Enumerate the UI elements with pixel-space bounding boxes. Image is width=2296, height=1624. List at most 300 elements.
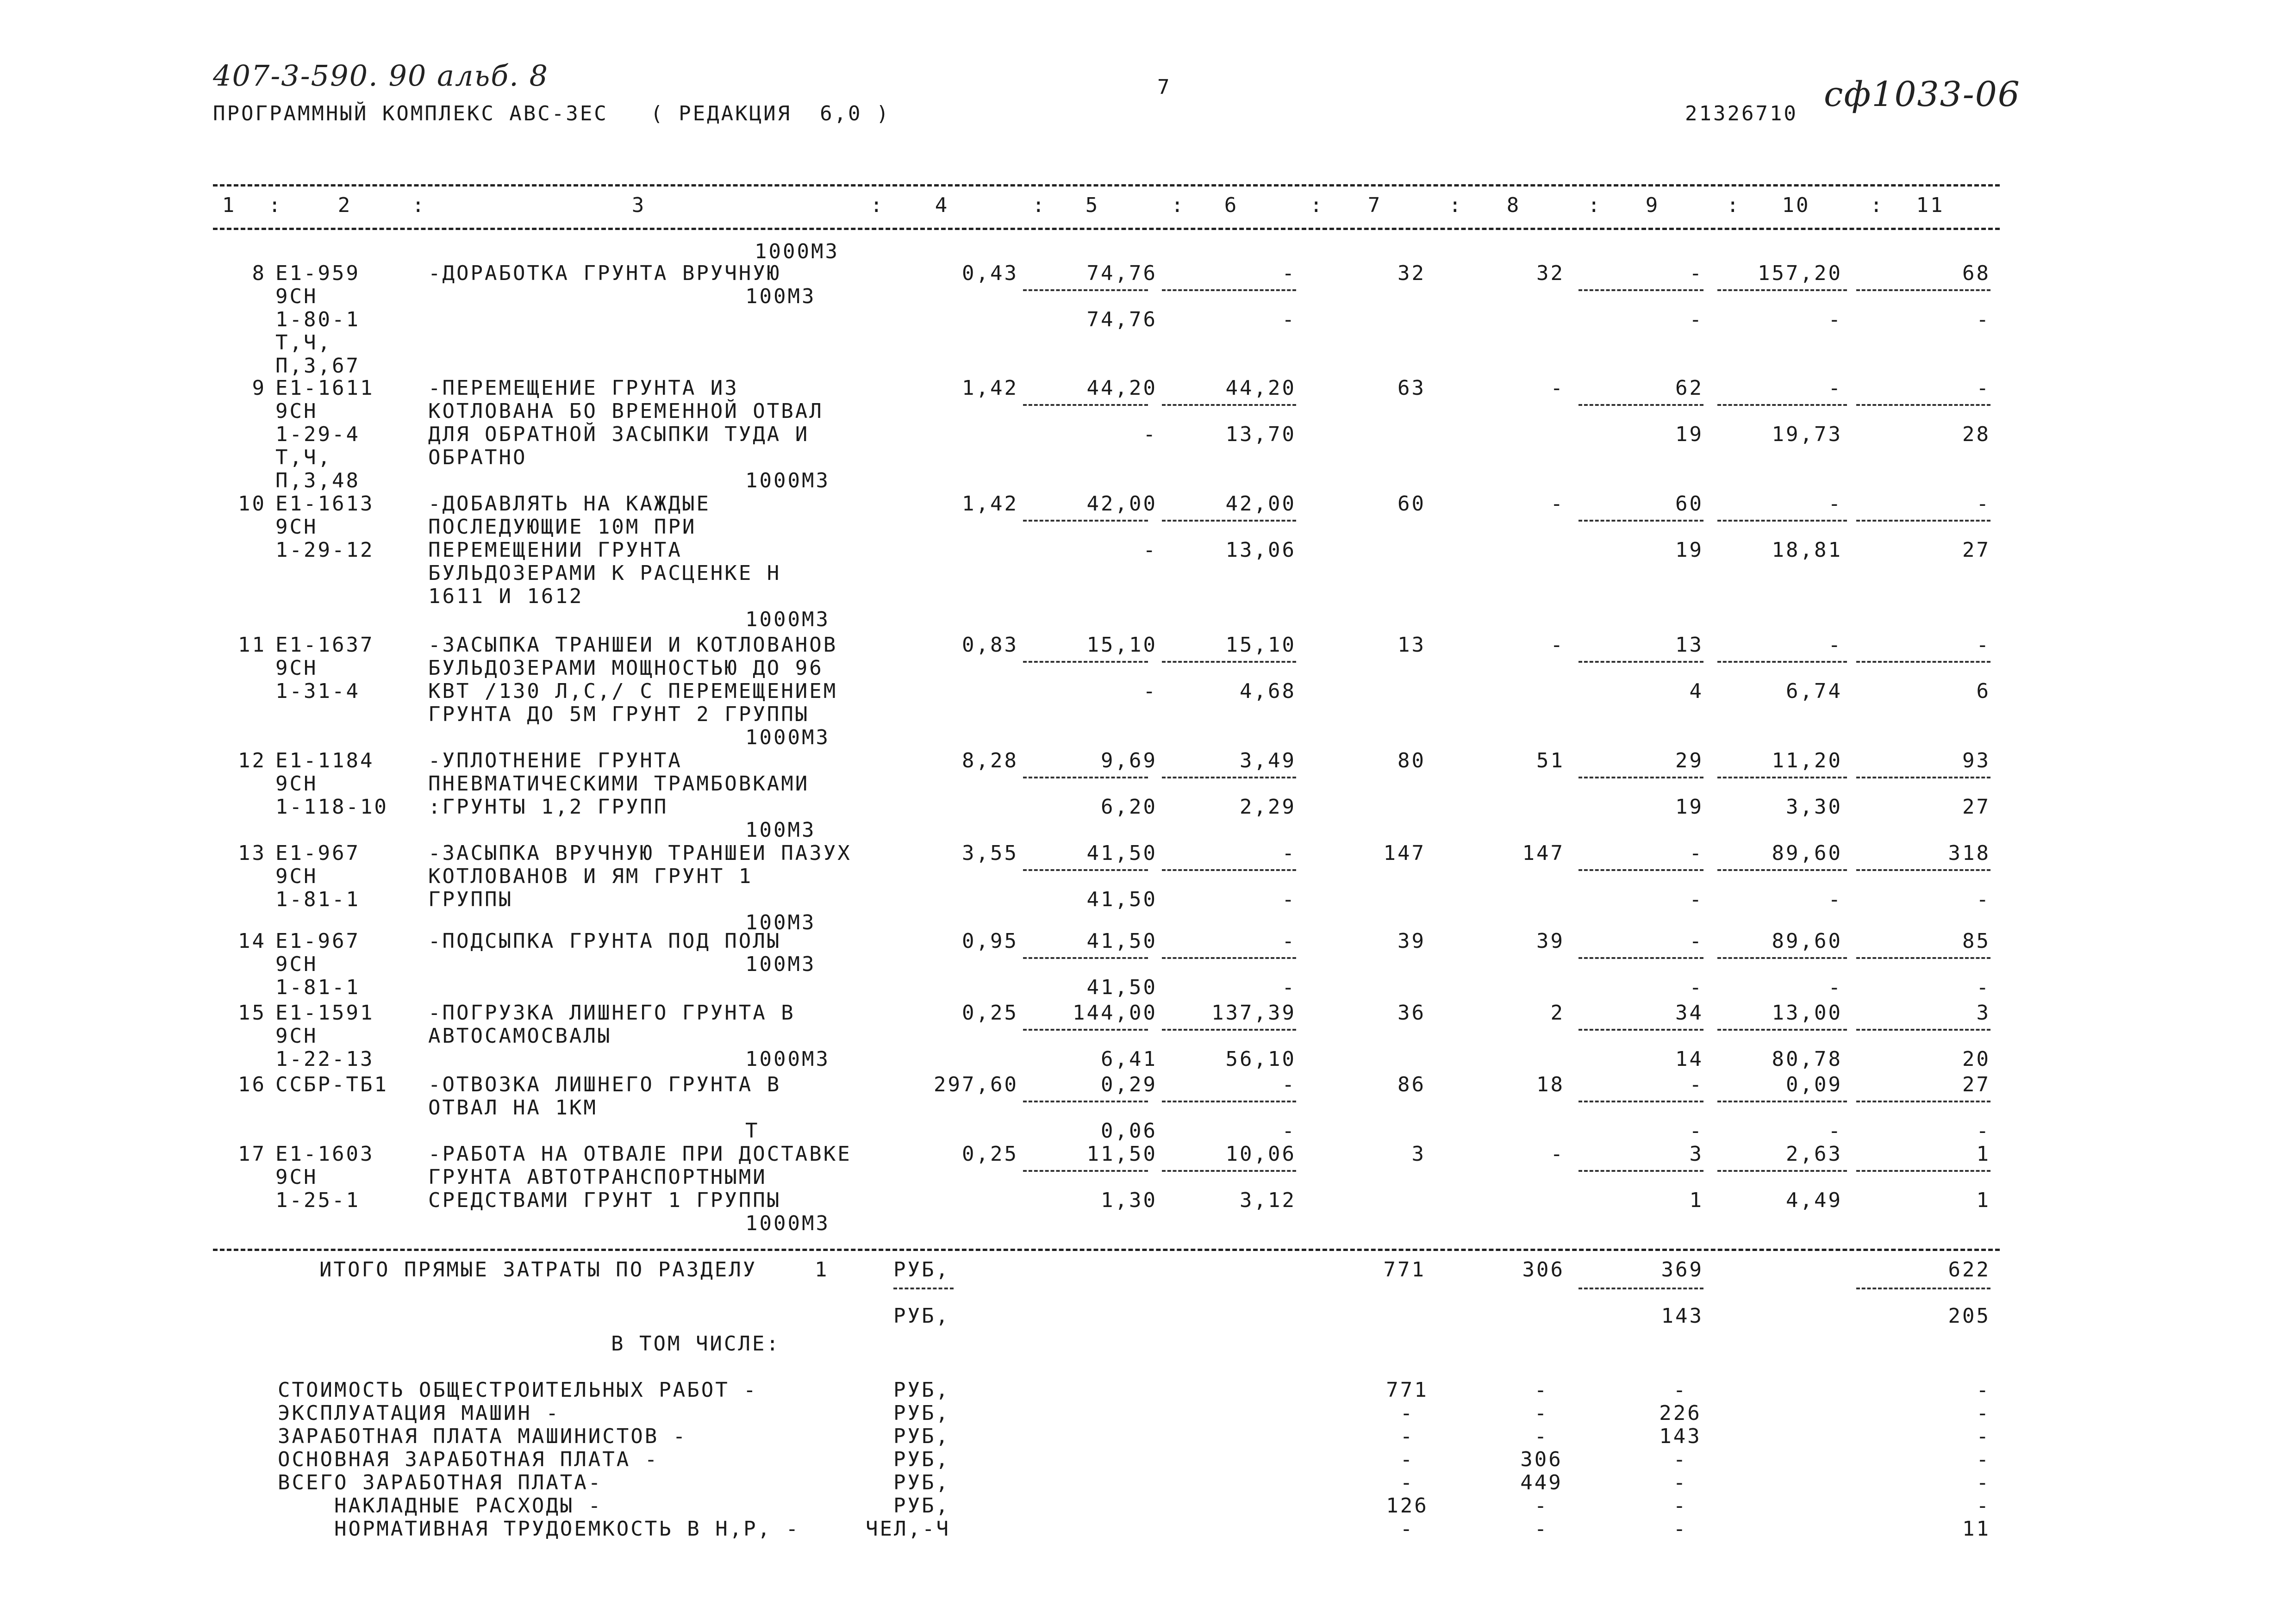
breakdown-col11: - — [1976, 1401, 1990, 1425]
breakdown-col9: - — [1673, 1494, 1688, 1518]
breakdown-col7: 771 — [1386, 1378, 1429, 1402]
breakdown-col8: 306 — [1520, 1448, 1563, 1471]
row-code: ССБР-ТБ1 — [275, 1073, 388, 1096]
row-description: 1611 И 1612 — [428, 585, 584, 608]
breakdown-unit: РУБ, — [893, 1494, 950, 1518]
column-header-2: 2 — [337, 193, 352, 217]
row-col7: 80 — [1398, 749, 1426, 772]
row-unit: 1000М3 — [745, 726, 830, 749]
row-col10-bottom: - — [1828, 308, 1842, 331]
row-col10-bottom: 3,30 — [1786, 795, 1842, 819]
row-col5-bottom: 1,30 — [1101, 1188, 1157, 1212]
row-col11-top: 68 — [1962, 261, 1990, 285]
row-col9-divider — [1578, 1101, 1703, 1102]
row-col5-divider — [1023, 957, 1148, 959]
breakdown-unit: РУБ, — [893, 1425, 950, 1448]
total-col9-bottom: 143 — [1661, 1304, 1703, 1328]
row-description: ГРУНТА АВТОТРАНСПОРТНЫМИ — [428, 1165, 767, 1189]
row-col10-top: - — [1828, 376, 1842, 400]
row-col5-bottom: - — [1143, 538, 1157, 562]
row-code: 9СН — [275, 865, 318, 888]
row-col6-divider — [1162, 869, 1296, 871]
row-col11-bottom: 27 — [1962, 538, 1990, 562]
column-separator: : — [268, 193, 281, 217]
row-number: 15 — [238, 1001, 266, 1025]
row-col11-divider — [1856, 404, 1990, 406]
row-number: 14 — [238, 929, 266, 953]
column-separator: : — [1171, 193, 1184, 217]
row-col10-bottom: 6,74 — [1786, 679, 1842, 703]
column-header-8: 8 — [1506, 193, 1521, 217]
row-col11-top: 85 — [1962, 929, 1990, 953]
row-col10-bottom: - — [1828, 1119, 1842, 1143]
row-description: -ПЕРЕМЕЩЕНИЕ ГРУНТА ИЗ — [428, 376, 739, 400]
row-description: КОТЛОВАНА БО ВРЕМЕННОЙ ОТВАЛ — [428, 399, 824, 423]
row-col8: - — [1550, 376, 1565, 400]
breakdown-col7: - — [1400, 1448, 1415, 1471]
row-col5-top: 44,20 — [1086, 376, 1157, 400]
row-col6-divider — [1162, 404, 1296, 406]
row-code: 1-80-1 — [275, 308, 360, 331]
row-unit: 100М3 — [745, 952, 816, 976]
row-col9-divider — [1578, 957, 1703, 959]
row-col11-bottom: 28 — [1962, 423, 1990, 446]
total-col9: 369 — [1661, 1258, 1703, 1282]
row-col6-top: 3,49 — [1240, 749, 1296, 772]
row-col7: 86 — [1398, 1073, 1426, 1096]
row-col5-bottom: - — [1143, 679, 1157, 703]
row-col10-bottom: 18,81 — [1772, 538, 1842, 562]
row-description: БУЛЬДОЗЕРАМИ К РАСЦЕНКЕ Н — [428, 561, 781, 585]
breakdown-col11: - — [1976, 1494, 1990, 1518]
row-col11-divider — [1856, 869, 1990, 871]
row-col10-top: 2,63 — [1786, 1142, 1842, 1166]
row-col11-bottom: 6 — [1976, 679, 1990, 703]
row-col5-divider — [1023, 661, 1148, 663]
row-col7: 32 — [1398, 261, 1426, 285]
row-col6-top: 42,00 — [1225, 492, 1296, 516]
row-col11-bottom: 27 — [1962, 795, 1990, 819]
row-col11-divider — [1856, 1101, 1990, 1102]
row-col9-bottom: - — [1689, 888, 1703, 911]
breakdown-col9: 143 — [1659, 1425, 1702, 1448]
row-col10-top: 89,60 — [1772, 929, 1842, 953]
column-header-6: 6 — [1224, 193, 1239, 217]
row-code: 1-81-1 — [275, 976, 360, 999]
row-code: 9СН — [275, 1165, 318, 1189]
row-description: КОТЛОВАНОВ И ЯМ ГРУНТ 1 — [428, 865, 753, 888]
breakdown-col7: 126 — [1386, 1494, 1429, 1518]
row-col6-bottom: - — [1282, 308, 1296, 331]
row-description: СРЕДСТВАМИ ГРУНТ 1 ГРУППЫ — [428, 1188, 781, 1212]
row-col5-bottom: - — [1143, 423, 1157, 446]
row-col6-top: 15,10 — [1225, 633, 1296, 657]
row-col6-bottom: 3,12 — [1240, 1188, 1296, 1212]
row-col5-divider — [1023, 1101, 1148, 1102]
row-col8: 18 — [1536, 1073, 1565, 1096]
row-col11-bottom: - — [1976, 1119, 1990, 1143]
row-unit: 1000М3 — [745, 608, 830, 631]
row-col6-divider — [1162, 957, 1296, 959]
breakdown-col8: - — [1534, 1425, 1549, 1448]
column-header-3: 3 — [631, 193, 646, 217]
row-col9-divider — [1578, 289, 1703, 291]
row-col8: - — [1550, 633, 1565, 657]
breakdown-label: ЗАРАБОТНАЯ ПЛАТА МАШИНИСТОВ - — [278, 1425, 687, 1448]
total-unit: РУБ, — [893, 1258, 950, 1282]
row-code: 9СН — [275, 399, 318, 423]
breakdown-col9: - — [1673, 1471, 1688, 1494]
total-col9-divider — [1578, 1288, 1703, 1289]
column-header-11: 11 — [1916, 193, 1945, 217]
row-number: 11 — [238, 633, 266, 657]
breakdown-col7: - — [1400, 1401, 1415, 1425]
breakdown-col11: - — [1976, 1425, 1990, 1448]
breakdown-unit: РУБ, — [893, 1448, 950, 1471]
row-col4-quantity: 1,42 — [962, 376, 1018, 400]
row-description: -ДОБАВЛЯТЬ НА КАЖДЫЕ — [428, 492, 711, 516]
row-col10-divider — [1717, 520, 1847, 522]
breakdown-col9: - — [1673, 1517, 1688, 1541]
total-col11-divider — [1856, 1288, 1990, 1289]
column-header-9: 9 — [1645, 193, 1660, 217]
row-col9-top: - — [1689, 841, 1703, 865]
breakdown-col8: - — [1534, 1401, 1549, 1425]
row-code: 1-118-10 — [275, 795, 388, 819]
row-col10-bottom: 4,49 — [1786, 1188, 1842, 1212]
row-col10-divider — [1717, 1029, 1847, 1031]
row-unit: 100М3 — [745, 285, 816, 308]
row-number: 10 — [238, 492, 266, 516]
row-col11-top: 3 — [1976, 1001, 1990, 1025]
row-col9-bottom: 19 — [1675, 423, 1703, 446]
row-col5-bottom: 41,50 — [1086, 976, 1157, 999]
row-col4-quantity: 0,83 — [962, 633, 1018, 657]
breakdown-label: СТОИМОСТЬ ОБЩЕСТРОИТЕЛЬНЫХ РАБОТ - — [278, 1378, 758, 1402]
column-separator: : — [1449, 193, 1461, 217]
row-col6-bottom: - — [1282, 888, 1296, 911]
row-col5-bottom: 6,20 — [1101, 795, 1157, 819]
row-unit: 100М3 — [745, 818, 816, 842]
total-col8: 306 — [1522, 1258, 1565, 1282]
row-col10-top: - — [1828, 492, 1842, 516]
breakdown-label: НОРМАТИВНАЯ ТРУДОЕМКОСТЬ В Н,Р, - — [278, 1517, 800, 1541]
row-number: 16 — [238, 1073, 266, 1096]
row-col6-bottom: 13,70 — [1225, 423, 1296, 446]
row-col5-top: 15,10 — [1086, 633, 1157, 657]
row-col6-top: - — [1282, 261, 1296, 285]
row-description: -ОТВОЗКА ЛИШНЕГО ГРУНТА В — [428, 1073, 781, 1096]
row-col6-top: 137,39 — [1211, 1001, 1296, 1025]
row-code: 9СН — [275, 772, 318, 796]
row-col5-top: 0,29 — [1101, 1073, 1157, 1096]
breakdown-col9: 226 — [1659, 1401, 1702, 1425]
document-code: 21326710 — [1685, 102, 1798, 125]
handwritten-stamp: сф1033-06 — [1824, 75, 2021, 114]
row-col9-bottom: 19 — [1675, 538, 1703, 562]
column-separator: : — [1870, 193, 1883, 217]
row-col9-top: 62 — [1675, 376, 1703, 400]
header-top-rule — [213, 184, 2000, 187]
row-description: ГРУНТА ДО 5М ГРУНТ 2 ГРУППЫ — [428, 703, 810, 726]
column-separator: : — [1727, 193, 1739, 217]
row-code: 1-81-1 — [275, 888, 360, 911]
row-col5-top: 41,50 — [1086, 841, 1157, 865]
row-code: 1-25-1 — [275, 1188, 360, 1212]
row-code: 1-29-4 — [275, 423, 360, 446]
album-reference: 407-3-590. 90 альб. 8 — [213, 59, 549, 93]
row-code: Е1-1637 — [275, 633, 374, 657]
row-unit-above: 1000М3 — [755, 240, 839, 263]
row-col11-top: - — [1976, 376, 1990, 400]
row-col11-top: - — [1976, 633, 1990, 657]
breakdown-label: НАКЛАДНЫЕ РАСХОДЫ - — [278, 1494, 603, 1518]
row-col9-top: - — [1689, 261, 1703, 285]
row-col6-top: 44,20 — [1225, 376, 1296, 400]
row-unit: 1000М3 — [745, 1212, 830, 1235]
breakdown-col8: - — [1534, 1494, 1549, 1518]
column-header-10: 10 — [1782, 193, 1810, 217]
breakdown-unit: РУБ, — [893, 1471, 950, 1494]
row-description: -ДОРАБОТКА ГРУНТА ВРУЧНУЮ — [428, 261, 781, 285]
breakdown-col11: - — [1976, 1471, 1990, 1494]
row-description: АВТОСАМОСВАЛЫ — [428, 1024, 612, 1048]
row-col6-divider — [1162, 1101, 1296, 1102]
row-col4-quantity: 0,95 — [962, 929, 1018, 953]
row-col10-divider — [1717, 869, 1847, 871]
row-code: Е1-967 — [275, 841, 360, 865]
column-separator: : — [1310, 193, 1323, 217]
row-col11-divider — [1856, 1029, 1990, 1031]
row-col5-top: 144,00 — [1073, 1001, 1157, 1025]
row-col10-bottom: - — [1828, 976, 1842, 999]
row-col6-top: - — [1282, 841, 1296, 865]
row-col11-top: 27 — [1962, 1073, 1990, 1096]
row-col8: 51 — [1536, 749, 1565, 772]
row-col5-divider — [1023, 869, 1148, 871]
row-col8: 2 — [1550, 1001, 1565, 1025]
row-col7: 63 — [1398, 376, 1426, 400]
row-code: Е1-1613 — [275, 492, 374, 516]
row-col10-divider — [1717, 661, 1847, 663]
row-code: П,3,67 — [275, 354, 360, 378]
row-col11-top: 1 — [1976, 1142, 1990, 1166]
row-description: -ПОГРУЗКА ЛИШНЕГО ГРУНТА В — [428, 1001, 795, 1025]
row-code: Е1-1611 — [275, 376, 374, 400]
row-col4-quantity: 0,25 — [962, 1142, 1018, 1166]
row-col9-divider — [1578, 869, 1703, 871]
total-col11: 622 — [1948, 1258, 1990, 1282]
page-number: 7 — [1157, 75, 1172, 99]
row-unit: Т — [745, 1119, 760, 1143]
row-col7: 39 — [1398, 929, 1426, 953]
row-number: 9 — [252, 376, 266, 400]
row-col10-top: 89,60 — [1772, 841, 1842, 865]
row-col8: - — [1550, 1142, 1565, 1166]
row-col10-top: 13,00 — [1772, 1001, 1842, 1025]
row-col11-top: 318 — [1948, 841, 1990, 865]
row-col8: 32 — [1536, 261, 1565, 285]
total-unit-2: РУБ, — [893, 1304, 950, 1328]
row-description: ПОСЛЕДУЮЩИЕ 10М ПРИ — [428, 515, 697, 539]
row-col10-divider — [1717, 1101, 1847, 1102]
row-col9-bottom: 4 — [1689, 679, 1703, 703]
row-col10-top: 157,20 — [1758, 261, 1842, 285]
row-col4-quantity: 1,42 — [962, 492, 1018, 516]
row-number: 8 — [252, 261, 266, 285]
breakdown-col7: - — [1400, 1517, 1415, 1541]
row-description: -ЗАСЫПКА ВРУЧНУЮ ТРАНШЕИ ПАЗУХ — [428, 841, 852, 865]
row-col9-divider — [1578, 520, 1703, 522]
breakdown-label: ЭКСПЛУАТАЦИЯ МАШИН - — [278, 1401, 560, 1425]
row-col5-bottom: 41,50 — [1086, 888, 1157, 911]
row-col11-divider — [1856, 957, 1990, 959]
row-col8: 147 — [1522, 841, 1565, 865]
row-code: 9СН — [275, 515, 318, 539]
row-col9-divider — [1578, 661, 1703, 663]
breakdown-col11: - — [1976, 1378, 1990, 1402]
row-col6-divider — [1162, 1029, 1296, 1031]
row-col5-top: 9,69 — [1101, 749, 1157, 772]
row-col9-top: 60 — [1675, 492, 1703, 516]
row-col5-divider — [1023, 777, 1148, 778]
row-col7: 60 — [1398, 492, 1426, 516]
total-label: ИТОГО ПРЯМЫЕ ЗАТРАТЫ ПО РАЗДЕЛУ — [319, 1258, 757, 1282]
row-code: Е1-1591 — [275, 1001, 374, 1025]
row-col4-quantity: 3,55 — [962, 841, 1018, 865]
total-including-label: В ТОМ ЧИСЛЕ: — [611, 1332, 780, 1356]
row-col6-divider — [1162, 289, 1296, 291]
row-col6-bottom: - — [1282, 976, 1296, 999]
row-col9-bottom: - — [1689, 976, 1703, 999]
row-code: Е1-967 — [275, 929, 360, 953]
breakdown-col11: - — [1976, 1448, 1990, 1471]
row-code: 1-31-4 — [275, 679, 360, 703]
row-col6-top: - — [1282, 929, 1296, 953]
row-col6-divider — [1162, 1170, 1296, 1172]
program-title: ПРОГРАММНЫЙ КОМПЛЕКС АВС-3ЕС ( РЕДАКЦИЯ 6,0 ) — [213, 102, 891, 125]
row-col5-divider — [1023, 1170, 1148, 1172]
row-description: -ПОДСЫПКА ГРУНТА ПОД ПОЛЫ — [428, 929, 781, 953]
row-col10-divider — [1717, 289, 1847, 291]
row-col9-top: 13 — [1675, 633, 1703, 657]
row-code: 1-29-12 — [275, 538, 374, 562]
row-col10-divider — [1717, 777, 1847, 778]
row-col6-bottom: - — [1282, 1119, 1296, 1143]
row-col11-divider — [1856, 289, 1990, 291]
table-end-rule — [213, 1249, 2000, 1251]
breakdown-col8: - — [1534, 1378, 1549, 1402]
row-description: ПНЕВМАТИЧЕСКИМИ ТРАМБОВКАМИ — [428, 772, 810, 796]
row-code: 9СН — [275, 285, 318, 308]
row-col9-divider — [1578, 1029, 1703, 1031]
row-code: П,3,48 — [275, 469, 360, 492]
row-col10-bottom: 80,78 — [1772, 1047, 1842, 1071]
row-col9-top: - — [1689, 929, 1703, 953]
column-header-4: 4 — [935, 193, 949, 217]
row-code: Е1-959 — [275, 261, 360, 285]
row-col4-quantity: 0,25 — [962, 1001, 1018, 1025]
row-col11-bottom: - — [1976, 308, 1990, 331]
row-col5-top: 11,50 — [1086, 1142, 1157, 1166]
row-number: 12 — [238, 749, 266, 772]
breakdown-col7: - — [1400, 1425, 1415, 1448]
row-col11-top: 93 — [1962, 749, 1990, 772]
row-col7: 36 — [1398, 1001, 1426, 1025]
row-col10-top: 11,20 — [1772, 749, 1842, 772]
row-col10-bottom: - — [1828, 888, 1842, 911]
row-col4-quantity: 8,28 — [962, 749, 1018, 772]
row-col6-bottom: 13,06 — [1225, 538, 1296, 562]
row-col7: 3 — [1411, 1142, 1426, 1166]
breakdown-unit: РУБ, — [893, 1401, 950, 1425]
row-description: КВТ /130 Л,С,/ С ПЕРЕМЕЩЕНИЕМ — [428, 679, 838, 703]
row-col5-divider — [1023, 289, 1148, 291]
row-col9-bottom: - — [1689, 1119, 1703, 1143]
row-code: 9СН — [275, 656, 318, 680]
column-header-7: 7 — [1367, 193, 1382, 217]
row-col10-top: - — [1828, 633, 1842, 657]
row-description: ДЛЯ ОБРАТНОЙ ЗАСЫПКИ ТУДА И — [428, 423, 810, 446]
row-description: -УПЛОТНЕНИЕ ГРУНТА — [428, 749, 682, 772]
breakdown-col7: - — [1400, 1471, 1415, 1494]
breakdown-label: ВСЕГО ЗАРАБОТНАЯ ПЛАТА- — [278, 1471, 603, 1494]
row-code: 9СН — [275, 952, 318, 976]
row-description: :ГРУНТЫ 1,2 ГРУПП — [428, 795, 668, 819]
row-col8: - — [1550, 492, 1565, 516]
row-col11-top: - — [1976, 492, 1990, 516]
column-header-1: 1 — [222, 193, 237, 217]
row-col5-divider — [1023, 404, 1148, 406]
row-col9-top: - — [1689, 1073, 1703, 1096]
breakdown-col11: 11 — [1962, 1517, 1990, 1541]
row-col4-quantity: 0,43 — [962, 261, 1018, 285]
row-col10-bottom: 19,73 — [1772, 423, 1842, 446]
row-col11-divider — [1856, 777, 1990, 778]
row-col9-bottom: - — [1689, 308, 1703, 331]
breakdown-col9: - — [1673, 1448, 1688, 1471]
total-unit-divider — [893, 1288, 954, 1289]
row-code: Е1-1184 — [275, 749, 374, 772]
row-col10-divider — [1717, 957, 1847, 959]
row-code: Т,Ч, — [275, 331, 332, 355]
row-code: Е1-1603 — [275, 1142, 374, 1166]
row-description: БУЛЬДОЗЕРАМИ МОЩНОСТЬЮ ДО 96 — [428, 656, 824, 680]
row-col10-divider — [1717, 1170, 1847, 1172]
row-col10-divider — [1717, 404, 1847, 406]
row-number: 17 — [238, 1142, 266, 1166]
row-col5-top: 74,76 — [1086, 261, 1157, 285]
row-col9-top: 3 — [1689, 1142, 1703, 1166]
row-code: 1-22-13 — [275, 1047, 374, 1071]
row-col11-divider — [1856, 520, 1990, 522]
row-col6-bottom: 4,68 — [1240, 679, 1296, 703]
row-col6-bottom: 2,29 — [1240, 795, 1296, 819]
row-col8: 39 — [1536, 929, 1565, 953]
breakdown-col8: 449 — [1520, 1471, 1563, 1494]
row-col7: 147 — [1383, 841, 1426, 865]
column-header-5: 5 — [1085, 193, 1100, 217]
row-description: ПЕРЕМЕЩЕНИИ ГРУНТА — [428, 538, 682, 562]
row-col9-divider — [1578, 1170, 1703, 1172]
row-col9-top: 29 — [1675, 749, 1703, 772]
total-section: 1 — [815, 1258, 829, 1282]
column-separator: : — [412, 193, 424, 217]
row-col11-divider — [1856, 661, 1990, 663]
row-col11-bottom: - — [1976, 888, 1990, 911]
row-col6-divider — [1162, 777, 1296, 778]
row-col11-bottom: - — [1976, 976, 1990, 999]
